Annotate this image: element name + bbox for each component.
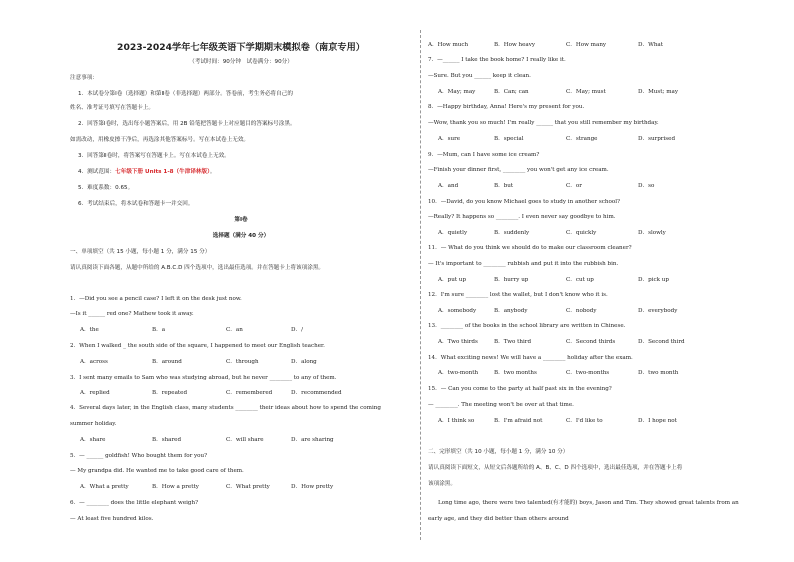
answer-option: B．Can; can — [494, 89, 529, 95]
answer-option: A．May; may — [438, 89, 476, 95]
answer-option: D．recommended — [291, 390, 342, 396]
answer-option: C．strange — [566, 136, 598, 142]
question-text: 7．—______ I take the book home? I really like it. — [428, 57, 566, 63]
answer-option: D．so — [638, 183, 655, 189]
notice-range-prefix: 4．测试范围： — [78, 169, 116, 175]
answer-option: C．will share — [226, 437, 264, 443]
answer-option: B．around — [152, 359, 182, 365]
question-text: — At least five hundred kilos. — [70, 516, 154, 522]
answer-option: D．What — [638, 42, 664, 48]
answer-option: A．replied — [80, 390, 110, 396]
answer-option: A．sure — [438, 136, 461, 142]
question-text: —Really? It happens so ________. I even never say goodbye to him. — [428, 214, 616, 220]
section1-heading: 一、单项填空（共 15 小题，每小题 1 分，满分 15 分） — [70, 249, 211, 255]
notice-range-value: 七年级下册 Units 1-8（牛津译林版） — [115, 169, 210, 175]
notice-difficulty: 5．难度系数：0.65。 — [78, 185, 134, 191]
question-text: 6．— ________ does the little elephant weigh? — [70, 500, 199, 506]
question-text: summer holiday. — [70, 421, 117, 427]
question-text: 3．I sent many emails to Sam who was studying abroad, but he never ________ to any of them. — [70, 375, 337, 381]
answer-option: D．are sharing — [291, 437, 334, 443]
answer-option: D．slowly — [638, 230, 666, 236]
question-text: 10．—David, do you know Michael goes to study in another school? — [428, 199, 620, 205]
answer-option: A．share — [80, 437, 106, 443]
answer-option: C．nobody — [566, 308, 597, 314]
question-text: 9．—Mum, can I have some ice cream? — [428, 152, 540, 158]
answer-option: C．remembered — [226, 390, 273, 396]
answer-option: C．two-months — [566, 370, 610, 376]
answer-option: A．quietly — [438, 230, 468, 236]
answer-option: A．across — [80, 359, 108, 365]
answer-option: D．everybody — [638, 308, 678, 314]
answer-option: B．special — [494, 136, 524, 142]
notice-line: 姓名、准考证号填写在答题卡上。 — [70, 105, 154, 111]
question-text: —Is it ______ red one? Mathew took it away. — [70, 311, 194, 317]
exam-subtitle: （考试时间：90分钟 试卷满分：90分） — [189, 59, 293, 65]
question-text: 4．Several days later, in the English class, many students ________ their ideas about how to spend the coming — [70, 405, 381, 411]
answer-option: B．two months — [494, 370, 537, 376]
notice-line: 2．回答第Ⅰ卷时，选出每小题答案后，用 2B 铅笔把答题卡上对应题目的答案标号涂黑。 — [78, 121, 296, 127]
answer-option: A．put up — [438, 277, 467, 283]
answer-option: B．I'm afraid not — [494, 418, 543, 424]
answer-option: C．quickly — [566, 230, 597, 236]
notice-test-range — [78, 169, 216, 176]
answer-option: B．Two third — [494, 339, 532, 345]
answer-option: D．I hope not — [638, 418, 677, 424]
question-text: 15．— Can you come to the party at half past six in the evening? — [428, 386, 612, 392]
answer-option: A．I think so — [438, 418, 475, 424]
answer-option: A．and — [438, 183, 459, 189]
answer-option: C．May; must — [566, 89, 606, 95]
column-divider — [420, 30, 421, 540]
answer-option: D．Must; may — [638, 89, 678, 95]
answer-option: A．How much — [428, 42, 469, 48]
question-text: 1．—Did you see a pencil case? I left it on the desk just now. — [70, 296, 242, 302]
answer-option: A．two-month — [438, 370, 479, 376]
notice-heading: 注意事项： — [70, 75, 98, 81]
answer-option: C．through — [226, 359, 259, 365]
answer-option: D．Second third — [638, 339, 685, 345]
answer-option: D．How pretty — [291, 484, 334, 490]
answer-option: D．along — [291, 359, 317, 365]
question-text: 5．— ______ goldfish! Who bought them for you? — [70, 453, 208, 459]
answer-option: B．repeated — [152, 390, 188, 396]
question-text: —Finish your dinner first, ________ you won't get any ice cream. — [428, 167, 609, 173]
notice-submission: 6．考试结束后，将本试卷和答题卡一并交回。 — [78, 201, 194, 207]
question-text: —Wow, thank you so much! I'm really ______ that you still remember my birthday. — [428, 120, 659, 126]
answer-option: C．or — [566, 183, 582, 189]
answer-option: C．cut up — [566, 277, 594, 283]
answer-option: B．shared — [152, 437, 182, 443]
answer-option: C．What pretty — [226, 484, 270, 490]
exam-title: 2023-2024学年七年级英语下学期期末模拟卷（南京专用） — [117, 42, 365, 53]
answer-option: B．a — [152, 327, 166, 333]
answer-option: B．hurry up — [494, 277, 529, 283]
question-text: — My grandpa did. He wanted me to take good care of them. — [70, 468, 244, 474]
notice-line: 1．本试卷分第Ⅰ卷（选择题）和第Ⅱ卷（非选择题）两部分。答卷前，考生务必将自己的 — [78, 91, 293, 97]
notice-line: 如需改动，用橡皮擦干净后，再选涂其他答案标号。写在本试卷上无效。 — [70, 137, 250, 143]
question-text: — It's important to ________ rubbish and put it into the rubbish bin. — [428, 261, 619, 267]
answer-option: A．somebody — [438, 308, 477, 314]
answer-option: B．anybody — [494, 308, 528, 314]
section2-heading: 二、完形填空（共 10 小题，每小题 1 分，满分 10 分） — [428, 449, 569, 455]
answer-option: D．surprised — [638, 136, 676, 142]
question-text: — ________. The meeting won't be over at that time. — [428, 402, 574, 408]
answer-option: C．How many — [566, 42, 607, 48]
section1-instructions: 请认真阅读下面各题，从题中所给的 A.B.C.D 四个选项中，选出最佳选项。并在答题卡上将该项涂黑。 — [70, 265, 325, 271]
question-text: —Sure. But you ______ keep it clean. — [428, 73, 531, 79]
answer-option: B．but — [494, 183, 514, 189]
answer-option: B．How a pretty — [152, 484, 199, 490]
answer-option: B．How heavy — [494, 42, 536, 48]
section2-instructions: 请认真阅读下面短文，从短文后各题所给的 A、B、C、D 四个选项中，选出最佳选项，并在答题卡上将 — [428, 465, 683, 471]
answer-option: C．an — [226, 327, 243, 333]
answer-option: C．Second thirds — [566, 339, 616, 345]
question-text: 14．What exciting news! We will have a ________ holiday after the exam. — [428, 355, 633, 361]
answer-option: D．two month — [638, 370, 679, 376]
answer-option: B．suddenly — [494, 230, 530, 236]
answer-option: A．What a pretty — [80, 484, 129, 490]
part1-heading: 第Ⅰ卷 — [234, 217, 248, 223]
question-text: 13．________ of the books in the school library are written in Chinese. — [428, 323, 626, 329]
answer-option: D．/ — [291, 327, 303, 333]
notice-line: 3．回答第Ⅱ卷时，将答案写在答题卡上。写在本试卷上无效。 — [78, 153, 230, 159]
answer-option: C．I'd like to — [566, 418, 603, 424]
answer-option: A．Two thirds — [438, 339, 478, 345]
part1-subheading: 选择题（满分 40 分） — [212, 233, 270, 239]
question-text: 11．— What do you think we should do to make our classroom cleaner? — [428, 245, 632, 251]
question-text: 8．—Happy birthday, Anna! Here's my present for you. — [428, 104, 585, 110]
passage-line: early age, and they did better than others around — [428, 516, 569, 522]
section2-instructions: 该项涂黑。 — [428, 481, 456, 487]
question-text: 12．I'm sure ________ lost the wallet, but I don't know who it is. — [428, 292, 608, 298]
question-text: 2．When I walked _ the south side of the square, I happened to meet our English teacher. — [70, 343, 325, 349]
answer-option: A．the — [80, 327, 99, 333]
notice-range-suffix: 。 — [209, 169, 216, 175]
passage-line: Long time ago, there were two talented(有才能的) boys, Jason and Tim. They showed great talents from an — [438, 500, 739, 506]
answer-option: D．pick up — [638, 277, 669, 283]
